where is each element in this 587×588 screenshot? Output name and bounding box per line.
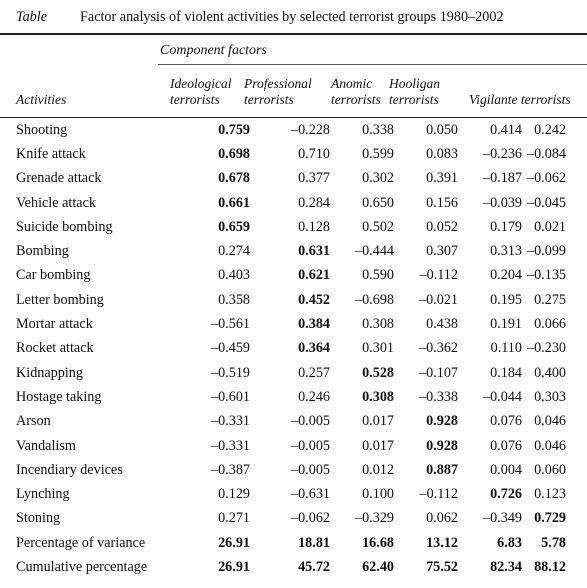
activity-label: Lynching: [16, 486, 70, 503]
value-cell: 0.050: [426, 121, 458, 138]
value-cell: 62.40: [362, 558, 394, 575]
value-cell: 0.650: [362, 194, 394, 211]
top-rule: [0, 33, 587, 35]
activity-label: Letter bombing: [16, 291, 104, 308]
value-cell: –0.331: [210, 437, 250, 454]
value-cell: 26.91: [218, 558, 250, 575]
activities-header: Activities: [16, 92, 67, 107]
value-cell: 0.191: [490, 316, 522, 333]
activity-label: Kidnapping: [16, 364, 83, 381]
activity-label: Arson: [16, 413, 51, 430]
activity-label: Incendiary devices: [16, 461, 123, 478]
value-cell: –0.021: [418, 291, 458, 308]
value-cell: 0.246: [298, 388, 330, 405]
value-cell: –0.444: [354, 243, 394, 260]
value-cell: 0.391: [426, 170, 458, 187]
value-cell: 0.307: [426, 243, 458, 260]
value-cell: 0.726: [490, 486, 522, 503]
value-cell: 0.364: [298, 340, 330, 357]
value-cell: 0.403: [218, 267, 250, 284]
value-cell: –0.459: [210, 340, 250, 357]
value-cell: 45.72: [298, 558, 330, 575]
value-cell: –0.112: [419, 486, 458, 503]
value-cell: 82.34: [490, 558, 522, 575]
table-row: [0, 118, 566, 142]
value-cell: 16.68: [362, 534, 394, 551]
value-cell: 0.661: [218, 194, 250, 211]
value-cell: 0.599: [362, 145, 394, 162]
value-cell: 0.242: [534, 121, 566, 138]
table-row: [0, 410, 566, 434]
value-cell: 0.110: [490, 340, 522, 357]
column-header-ideological: Ideological terrorists: [170, 76, 232, 107]
value-cell: 0.452: [298, 291, 330, 308]
column-header-professional: Professional terrorists: [244, 76, 312, 107]
value-cell: –0.236: [482, 145, 522, 162]
value-cell: –0.005: [290, 413, 330, 430]
activity-label: Stoning: [16, 510, 61, 527]
table-row: [0, 215, 566, 239]
value-cell: 0.274: [218, 243, 250, 260]
value-cell: –0.044: [482, 388, 522, 405]
table-row: [0, 482, 566, 506]
value-cell: 0.012: [362, 461, 394, 478]
value-cell: 0.017: [362, 413, 394, 430]
value-cell: –0.039: [482, 194, 522, 211]
value-cell: –0.005: [290, 437, 330, 454]
value-cell: –0.362: [418, 340, 458, 357]
value-cell: 0.729: [534, 510, 566, 527]
value-cell: 0.275: [534, 291, 566, 308]
value-cell: 0.400: [534, 364, 566, 381]
value-cell: 0.928: [426, 413, 458, 430]
value-cell: –0.062: [290, 510, 330, 527]
value-cell: 0.338: [362, 121, 394, 138]
value-cell: 0.128: [298, 218, 330, 235]
value-cell: 0.021: [534, 218, 566, 235]
value-cell: 0.308: [362, 316, 394, 333]
value-cell: 0.284: [298, 194, 330, 211]
activity-label: Cumulative percentage: [16, 558, 148, 575]
value-cell: 0.100: [362, 486, 394, 503]
value-cell: 6.83: [497, 534, 522, 551]
value-cell: 0.184: [490, 364, 522, 381]
value-cell: 0.438: [426, 316, 458, 333]
value-cell: –0.601: [210, 388, 250, 405]
table-row: [0, 264, 566, 288]
value-cell: 0.129: [218, 486, 250, 503]
activity-label: Hostage taking: [16, 388, 102, 405]
value-cell: –0.338: [418, 388, 458, 405]
component-factors-rule: [158, 64, 587, 65]
value-cell: 0.621: [298, 267, 330, 284]
activity-label: Suicide bombing: [16, 218, 113, 235]
table-row: [0, 142, 566, 166]
activity-label: Grenade attack: [16, 170, 102, 187]
value-cell: 18.81: [298, 534, 330, 551]
column-header-hooligan: Hooligan terrorists: [389, 76, 441, 107]
value-cell: 0.759: [218, 121, 250, 138]
value-cell: 0.156: [426, 194, 458, 211]
value-cell: 0.303: [534, 388, 566, 405]
value-cell: –0.187: [482, 170, 522, 187]
value-cell: 0.301: [362, 340, 394, 357]
table-row: [0, 385, 566, 409]
caption-title: Factor analysis of violent activities by selected terrorist groups 1980–2002: [80, 9, 504, 25]
value-cell: –0.331: [210, 413, 250, 430]
value-cell: 0.384: [298, 316, 330, 333]
activity-label: Percentage of variance: [16, 534, 146, 551]
value-cell: –0.387: [210, 461, 250, 478]
value-cell: 0.052: [426, 218, 458, 235]
value-cell: –0.099: [526, 243, 566, 260]
table-caption: [16, 9, 504, 26]
column-header-vigilante: Vigilante terrorists: [469, 92, 571, 107]
caption-label: Table: [16, 9, 48, 25]
value-cell: 0.076: [490, 437, 522, 454]
value-cell: 13.12: [426, 534, 458, 551]
activity-label: Vehicle attack: [16, 194, 96, 211]
value-cell: 0.257: [298, 364, 330, 381]
value-cell: 0.123: [534, 486, 566, 503]
value-cell: –0.329: [354, 510, 394, 527]
table-row: [0, 361, 566, 385]
activity-label: Car bombing: [16, 267, 91, 284]
value-cell: 0.204: [490, 267, 522, 284]
table-row: [0, 191, 566, 215]
table-row: [0, 458, 566, 482]
value-cell: 0.377: [298, 170, 330, 187]
value-cell: –0.112: [419, 267, 458, 284]
table-row: [0, 507, 566, 531]
value-cell: –0.062: [526, 170, 566, 187]
value-cell: 0.502: [362, 218, 394, 235]
table-body: [0, 118, 566, 580]
value-cell: 0.631: [298, 243, 330, 260]
table-row: [0, 312, 566, 336]
factor-table: [0, 118, 566, 580]
value-cell: –0.519: [210, 364, 250, 381]
value-cell: 0.414: [490, 121, 522, 138]
table-row: [0, 167, 566, 191]
value-cell: 0.928: [426, 437, 458, 454]
value-cell: 0.004: [490, 461, 522, 478]
column-header-anomic: Anomic terrorists: [331, 76, 381, 107]
value-cell: 0.678: [218, 170, 250, 187]
value-cell: 0.313: [490, 243, 522, 260]
value-cell: 0.698: [218, 145, 250, 162]
value-cell: 0.179: [490, 218, 522, 235]
table-row: [0, 434, 566, 458]
value-cell: 0.195: [490, 291, 522, 308]
value-cell: 0.076: [490, 413, 522, 430]
value-cell: 0.066: [534, 316, 566, 333]
value-cell: 0.271: [218, 510, 250, 527]
activity-label: Vandalism: [16, 437, 76, 454]
value-cell: –0.230: [526, 340, 566, 357]
activity-label: Mortar attack: [16, 316, 93, 333]
component-factors-label: Component factors: [160, 43, 267, 58]
table-row: [0, 337, 566, 361]
activity-label: Knife attack: [16, 145, 86, 162]
value-cell: 0.659: [218, 218, 250, 235]
value-cell: 0.528: [362, 364, 394, 381]
value-cell: 0.017: [362, 437, 394, 454]
activity-label: Shooting: [16, 121, 68, 138]
value-cell: 0.083: [426, 145, 458, 162]
value-cell: 0.358: [218, 291, 250, 308]
value-cell: 0.308: [362, 388, 394, 405]
value-cell: 26.91: [218, 534, 250, 551]
value-cell: –0.228: [290, 121, 330, 138]
value-cell: 88.12: [534, 558, 566, 575]
value-cell: –0.631: [290, 486, 330, 503]
table-row: [0, 531, 566, 555]
activity-label: Bombing: [16, 243, 69, 260]
value-cell: –0.107: [418, 364, 458, 381]
value-cell: 0.302: [362, 170, 394, 187]
activity-label: Rocket attack: [16, 340, 94, 357]
value-cell: –0.135: [526, 267, 566, 284]
value-cell: 0.887: [426, 461, 458, 478]
value-cell: 0.046: [534, 437, 566, 454]
value-cell: 0.590: [362, 267, 394, 284]
value-cell: –0.005: [290, 461, 330, 478]
value-cell: 5.78: [541, 534, 566, 551]
value-cell: –0.698: [354, 291, 394, 308]
value-cell: –0.561: [210, 316, 250, 333]
value-cell: –0.349: [482, 510, 522, 527]
table-row: [0, 555, 566, 579]
value-cell: 0.062: [426, 510, 458, 527]
table-row: [0, 239, 566, 263]
value-cell: 75.52: [426, 558, 458, 575]
table-row: [0, 288, 566, 312]
value-cell: 0.060: [534, 461, 566, 478]
value-cell: –0.045: [526, 194, 566, 211]
value-cell: –0.084: [526, 145, 566, 162]
value-cell: 0.046: [534, 413, 566, 430]
value-cell: 0.710: [298, 145, 330, 162]
